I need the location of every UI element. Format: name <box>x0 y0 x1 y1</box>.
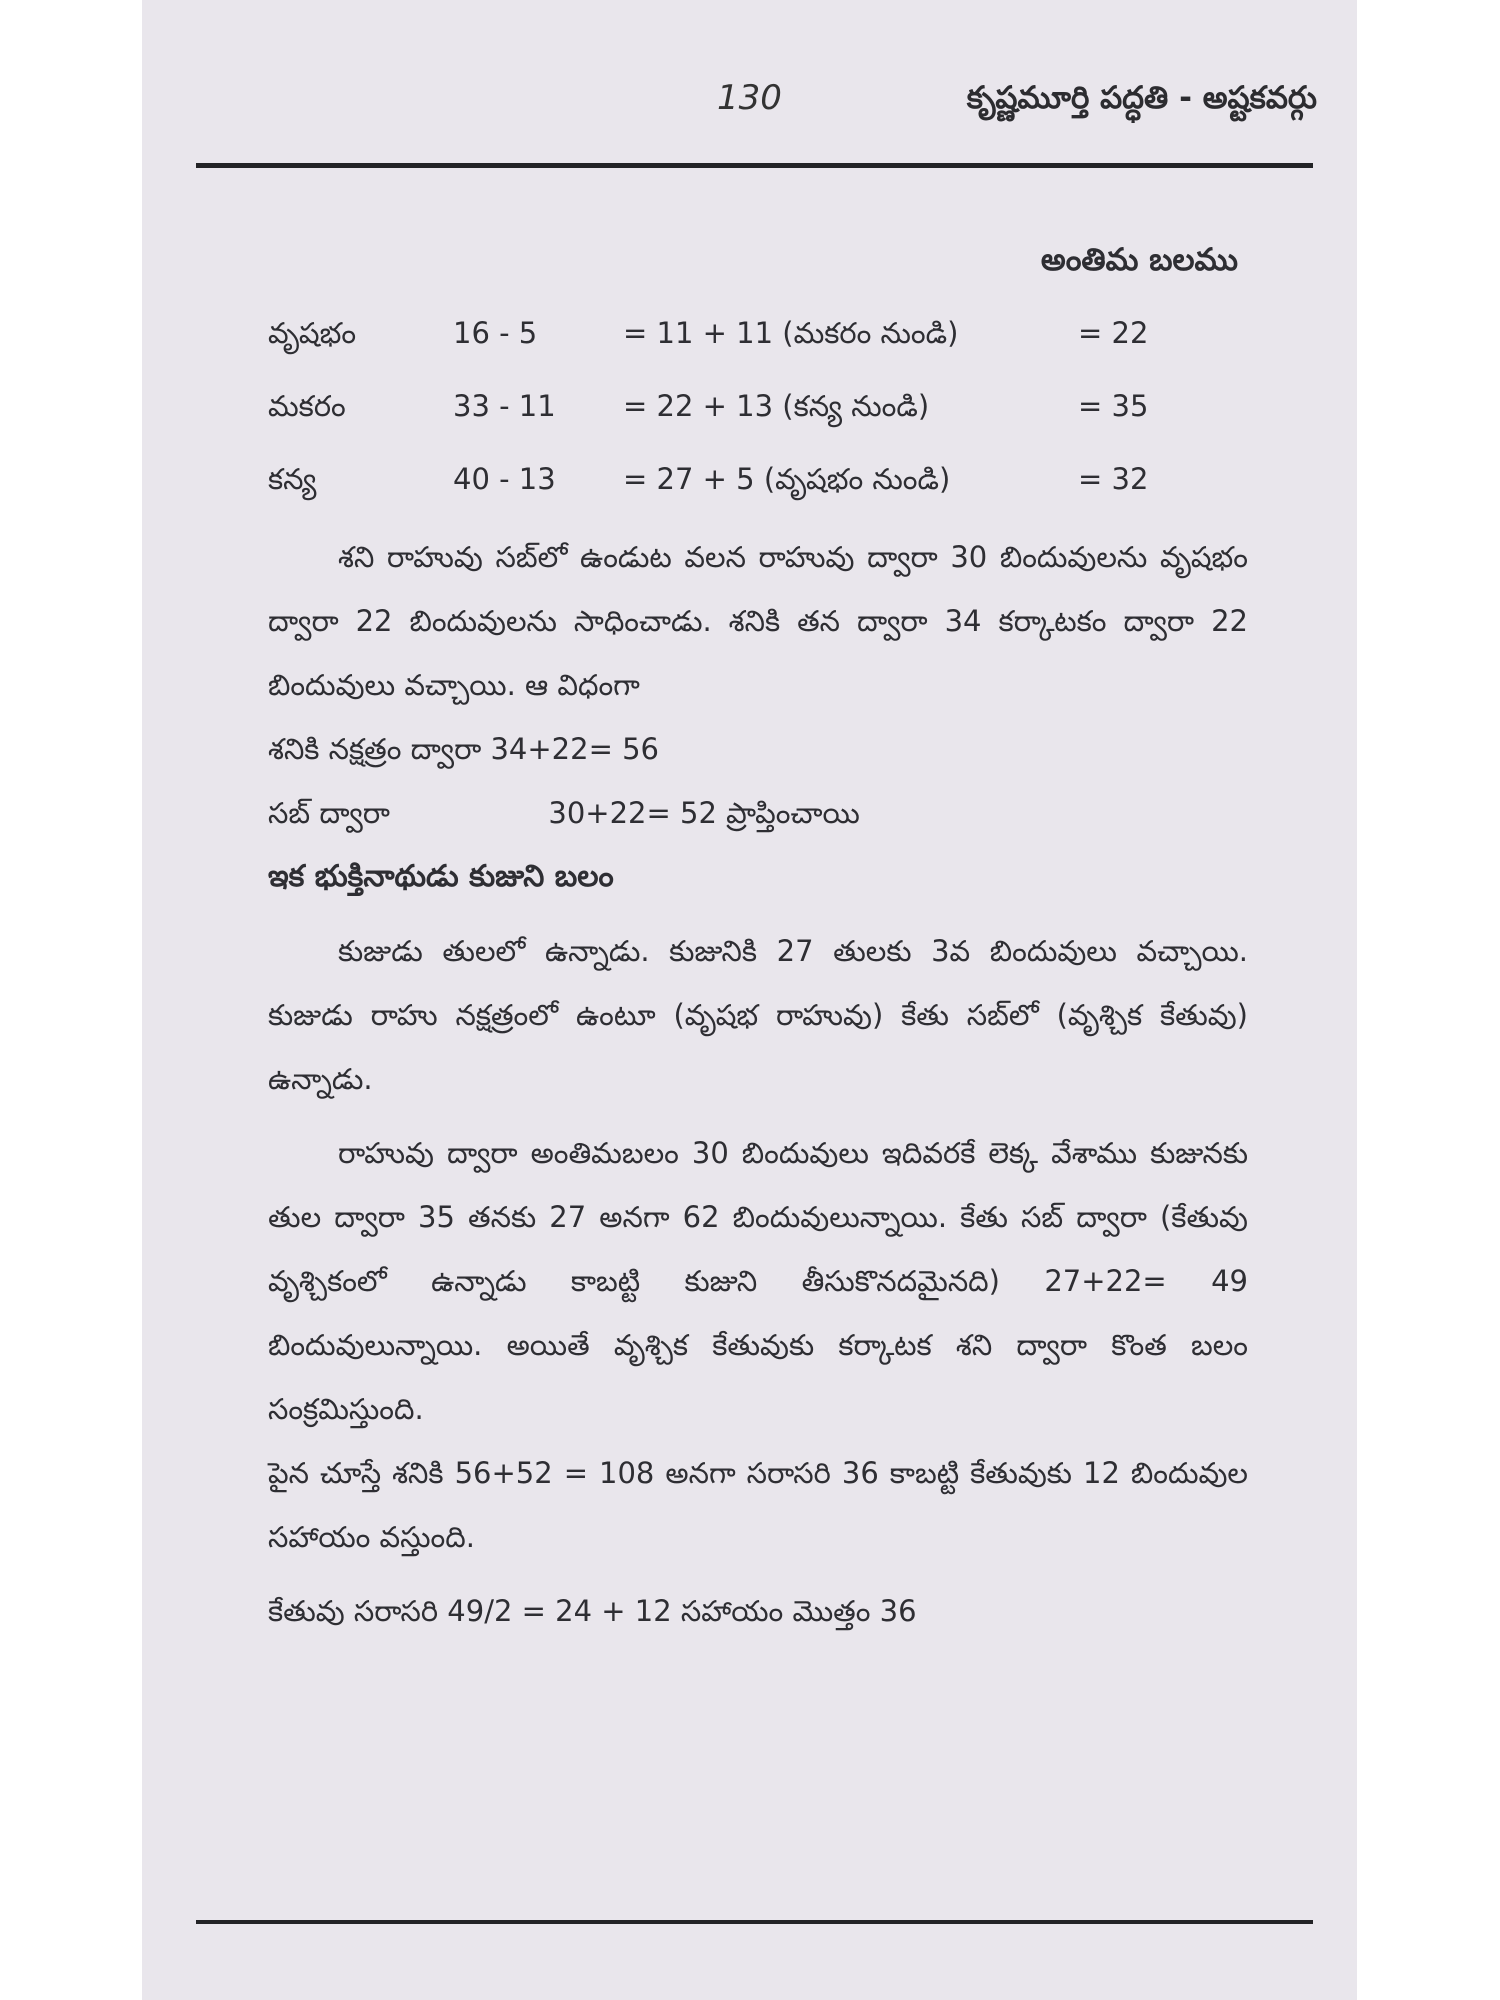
expression-cell: 33 - 11 <box>453 388 556 423</box>
page-number: 130 <box>717 78 782 118</box>
paragraph-mars-strength: రాహువు ద్వారా అంతిమబలం 30 బిందువులు ఇదివరకే లెక్క వేశాము కుజునకు తుల ద్వారా 35 తనకు 27 అనగా 62 బిందువులున్నాయి. కేతు సబ్ ద్వారా (కేతువు వృశ్చికంలో ఉన్నాడు కాబట్టి కుజుని తీసుకొనదమైనది) 27+22= 49 బిందువులున్నాయి. అయితే వృశ్చిక కేతువుకు కర్కాటక శని ద్వారా కొంత బలం సంక్రమిస్తుంది. <box>268 1136 1248 1426</box>
footer-rule <box>196 1920 1313 1924</box>
calculation-table <box>268 296 1248 515</box>
table-row <box>268 442 1248 515</box>
derivation-cell: = 27 + 5 (వృషభం నుండి) <box>623 461 951 496</box>
line-sub-total <box>268 781 1248 845</box>
header-rule <box>196 163 1313 168</box>
line-ketu-final: కేతువు సరాసరి 49/2 = 24 + 12 సహాయం మొత్తం 36 <box>268 1594 917 1628</box>
expression-cell: 16 - 5 <box>453 315 538 350</box>
mars-subheading: ఇక భుక్తినాథుడు కుజుని బలం <box>268 859 614 894</box>
section-title: అంతిమ బలము <box>1040 242 1238 278</box>
paragraph-saturn: శని రాహువు సబ్‌లో ఉండుట వలన రాహువు ద్వారా 30 బిందువులను వృషభం ద్వారా 22 బిందువులను సాధించాడు. శనికి తన ద్వారా 34 కర్కాటకం ద్వారా 22 బిందువులు వచ్చాయి. ఆ విధంగా <box>268 540 1248 702</box>
page-body <box>268 228 1248 1643</box>
expression-cell: 40 - 13 <box>453 461 556 496</box>
derivation-cell: = 11 + 11 (మకరం నుండి) <box>623 315 959 350</box>
sign-cell: మకరం <box>268 388 346 423</box>
result-cell: = 32 <box>1078 461 1149 496</box>
table-row <box>268 369 1248 442</box>
table-row <box>268 296 1248 369</box>
result-cell: = 22 <box>1078 315 1149 350</box>
sub-value: 30+22= 52 ప్రాప్తించాయి <box>548 796 860 830</box>
paragraph-ketu-help: పైన చూస్తే శనికి 56+52 = 108 అనగా సరాసరి 36 కాబట్టి కేతువుకు 12 బిందువుల సహాయం వస్తుంది. <box>268 1456 1248 1554</box>
line-star-total: శనికి నక్షత్రం ద్వారా 34+22= 56 <box>268 732 659 766</box>
result-cell: = 35 <box>1078 388 1149 423</box>
book-page <box>142 0 1357 2000</box>
derivation-cell: = 22 + 13 (కన్య నుండి) <box>623 388 930 423</box>
sign-cell: కన్య <box>268 461 317 496</box>
sign-cell: వృషభం <box>268 315 357 350</box>
page-header <box>142 70 1357 140</box>
running-title: కృష్ణమూర్తి పద్ధతి - అష్టకవర్గు <box>966 80 1317 116</box>
sub-label: సబ్ ద్వారా <box>268 796 390 830</box>
paragraph-mars-position: కుజుడు తులలో ఉన్నాడు. కుజునికి 27 తులకు 3వ బిందువులు వచ్చాయి. కుజుడు రాహు నక్షత్రంలో ఉంటూ (వృషభ రాహువు) కేతు సబ్‌లో (వృశ్చిక కేతువు) ఉన్నాడు. <box>268 934 1248 1096</box>
